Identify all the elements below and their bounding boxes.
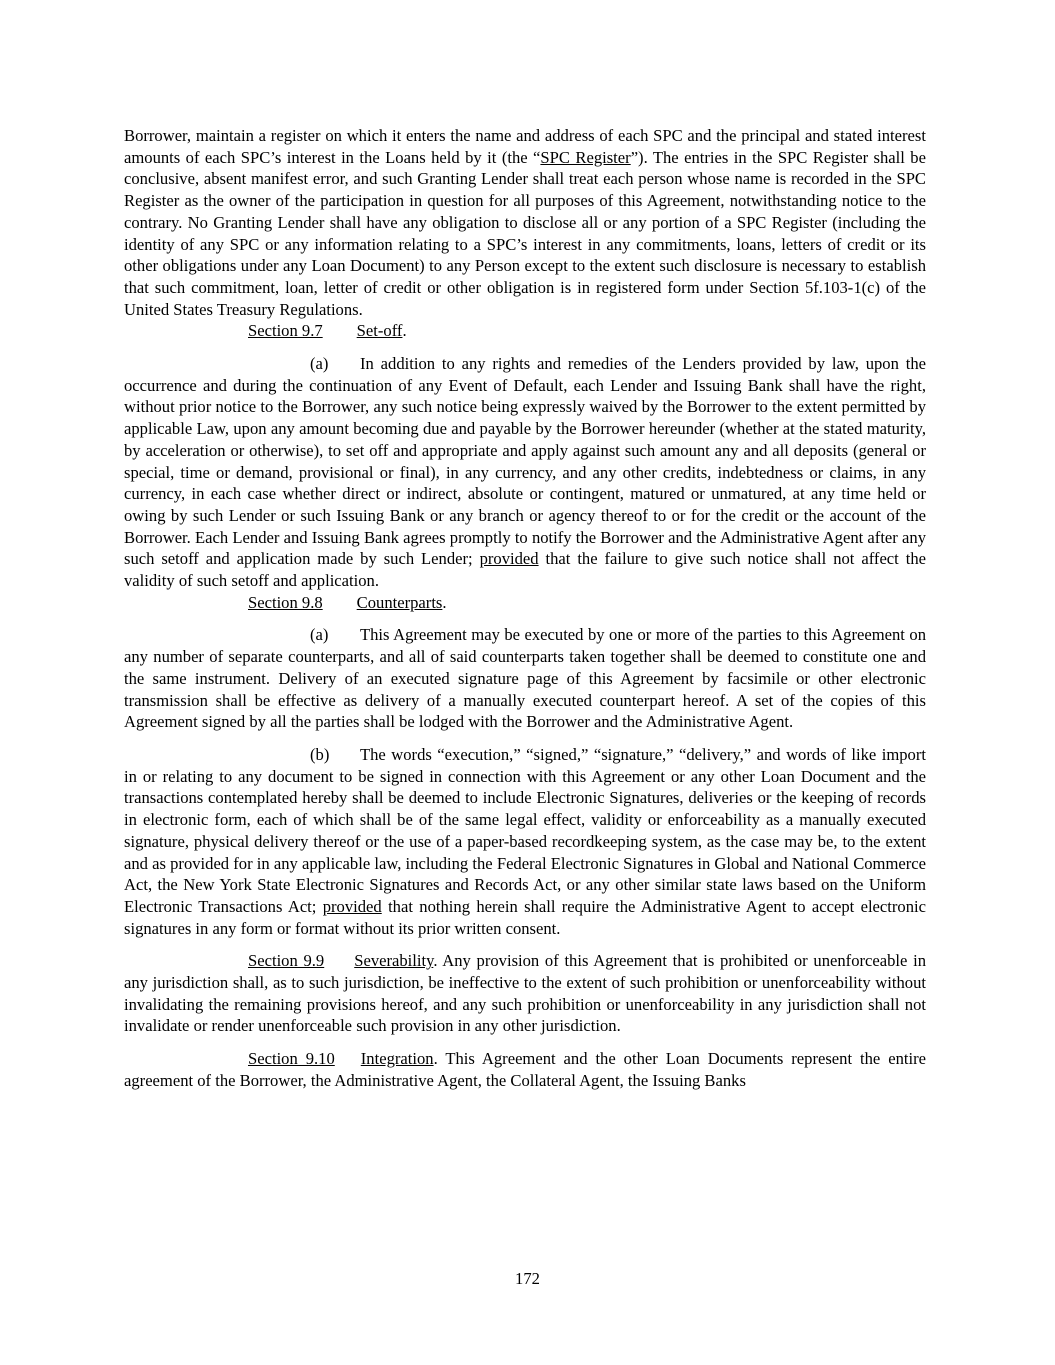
section-9-8-heading: Section 9.8 Counterparts.	[248, 592, 447, 612]
provided-term: provided	[322, 896, 382, 916]
section-9-8-b	[124, 744, 926, 939]
section-9-8-title: Counterparts	[356, 592, 443, 612]
section-9-7-a	[124, 353, 926, 592]
section-9-10	[124, 1048, 926, 1091]
clause-marker: (a)	[310, 354, 329, 374]
section-9-10-title: Integration	[360, 1049, 434, 1069]
page-number: 172	[515, 1269, 540, 1288]
section-9-7-heading: Section 9.7 Set-off.	[248, 321, 407, 341]
paragraph-text: . This Agreement and the other Loan Documents represent the entire agreement of the Borrower, the Administrative Agent, the Collateral Agent, the Issuing Banks	[124, 1049, 926, 1090]
clause-marker: (b)	[310, 744, 330, 764]
section-9-10-heading: Section 9.10 Integration	[248, 1049, 434, 1069]
section-9-7-number: Section 9.7 Set-off	[248, 321, 403, 341]
section-9-8-number: Section 9.8 Counterparts	[248, 592, 443, 612]
provided-term: provided	[479, 549, 539, 569]
section-9-9-heading: Section 9.9 Severability	[248, 951, 434, 971]
paragraph-text: In addition to any rights and remedies of the Lenders provided by law, upon the occurrence and during the continuation of any Event of Default, each Lender and Issuing Bank shall have the right, without prior notice to the Borrower, any such notice being expressly waived by the Borrower to the extent permitted by applicable Law, upon any amount becoming due and payable by the Borrower hereunder (whether at the stated maturity, by acceleration or otherwise), to set off and appropriate and apply against such amount any and all deposits (general or special, time or demand, provisional or final), in any currency, and any other credits, indebtedness or claims, in any currency, in each case whether direct or indirect, absolute or contingent, matured or unmatured, at any time held or owing by such Lender or such Issuing Bank or any branch or agency thereof to or for the credit or the account of the Borrower. Each Lender and Issuing Bank agrees promptly to notify the Borrower and the Administrative Agent after any such setoff and application made by such Lender;	[124, 354, 926, 569]
section-9-7-title: Set-off	[356, 321, 403, 341]
clause-marker: (a)	[310, 625, 329, 645]
section-9-8-a	[124, 624, 926, 733]
section-9-9	[124, 950, 926, 1037]
paragraph-text: that the failure to give such notice shall not affect the validity of such setoff and application.	[124, 549, 926, 591]
defined-term-spc-register: SPC Register	[540, 147, 631, 167]
section-9-9-title: Severability	[354, 951, 434, 971]
document-page	[124, 125, 926, 1092]
paragraph-text: . Any provision of this Agreement that is prohibited or unenforceable in any jurisdiction shall, as to such jurisdiction, be ineffective to the extent of such prohibition or unenforceability without invalidating the remaining provisions hereof, and any such prohibition or unenforceability in any jurisdiction shall not invalidate or render unenforceable such provision in any other jurisdiction.	[124, 951, 926, 1036]
paragraph-text: Borrower, maintain a register on which it enters the name and address of each SPC and the principal and stated interest amounts of each SPC’s interest in the Loans held by it (the “	[124, 126, 926, 167]
paragraph-text: that nothing herein shall require the Administrative Agent to accept electronic signatures in any form or format without its prior written consent.	[124, 896, 926, 938]
paragraph-text: ”). The entries in the SPC Register shall be conclusive, absent manifest error, and such Granting Lender shall treat each person whose name is recorded in the SPC Register as the owner of the participation in question for all purposes of this Agreement, notwithstanding notice to the contrary. No Granting Lender shall have any obligation to disclose all or any portion of a SPC Register (including the identity of any SPC or any information relating to a SPC’s interest in any commitments, loans, letters of credit or its other obligations under any Loan Document) to any Person except to the extent such disclosure is necessary to establish that such commitment, loan, letter of credit or other obligation is in registered form under Section 5f.103-1(c) of the United States Treasury Regulations.	[124, 147, 926, 319]
paragraph-spc-register	[124, 125, 926, 320]
paragraph-text: This Agreement may be executed by one or more of the parties to this Agreement on any number of separate counterparts, and all of said counterparts taken together shall be deemed to constitute one and the same instrument. Delivery of an executed signature page of this Agreement by facsimile or other electronic transmission shall be effective as delivery of a manually executed counterpart hereof. A set of the copies of this Agreement signed by all the parties shall be lodged with the Borrower and the Administrative Agent.	[124, 625, 926, 732]
paragraph-text: The words “execution,” “signed,” “signature,” “delivery,” and words of like import in or relating to any document to be signed in connection with this Agreement or any other Loan Document and the transactions contemplated hereby shall be deemed to include Electronic Signatures, deliveries or the keeping of records in electronic form, each of which shall be of the same legal effect, validity or enforceability as a manually executed signature, physical delivery thereof or the use of a paper-based recordkeeping system, as the case may be, to the extent and as provided for in any applicable law, including the Federal Electronic Signatures in Global and National Commerce Act, the New York State Electronic Signatures and Records Act, or any other similar state laws based on the Uniform Electronic Transactions Act;	[124, 744, 926, 916]
